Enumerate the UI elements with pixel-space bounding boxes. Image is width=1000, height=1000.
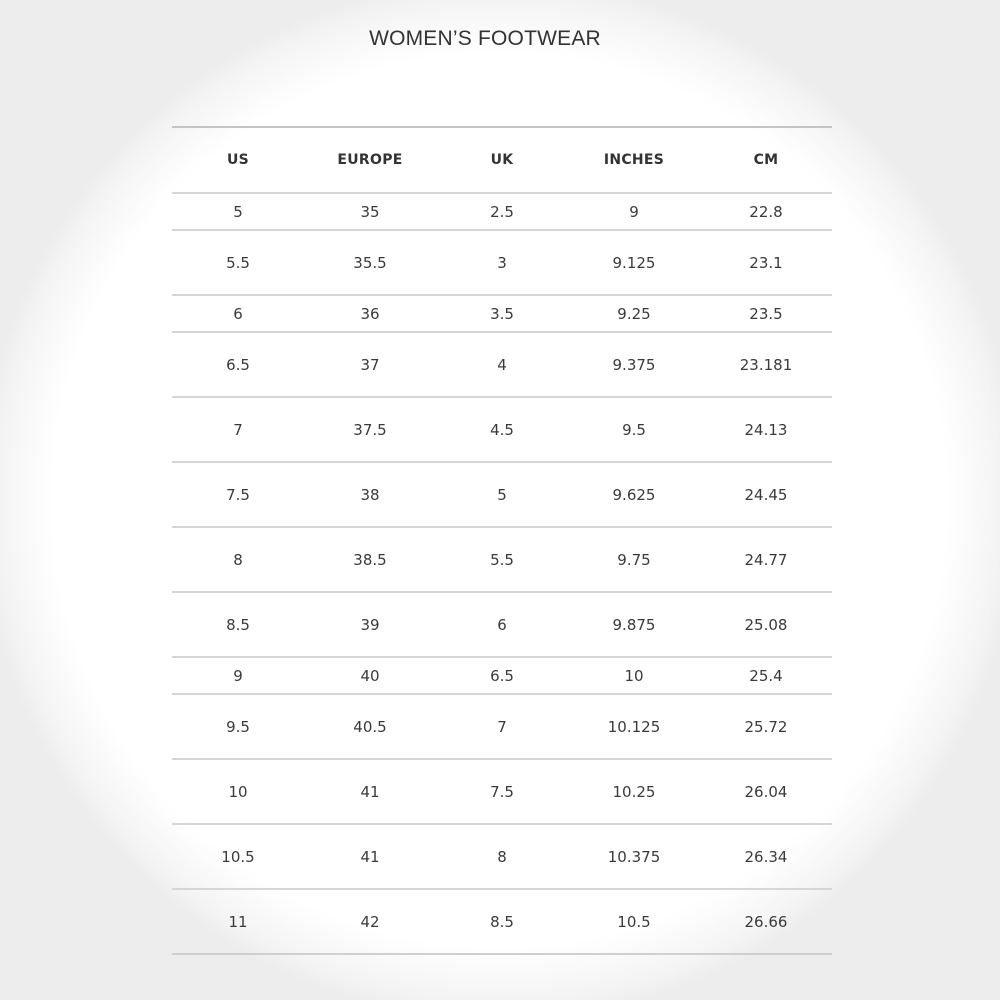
cell-cm: 24.13 xyxy=(700,397,832,462)
cell-inches: 10 xyxy=(568,657,700,694)
cell-us: 8 xyxy=(172,527,304,592)
cell-us: 10.5 xyxy=(172,824,304,889)
cell-uk: 6.5 xyxy=(436,657,568,694)
cell-uk: 7.5 xyxy=(436,759,568,824)
cell-europe: 38.5 xyxy=(304,527,436,592)
cell-uk: 8.5 xyxy=(436,889,568,954)
cell-uk: 5 xyxy=(436,462,568,527)
cell-europe: 40 xyxy=(304,657,436,694)
table-row xyxy=(172,824,832,889)
column-header-uk: UK xyxy=(436,127,568,193)
table-row xyxy=(172,193,832,230)
cell-cm: 23.1 xyxy=(700,230,832,295)
table-row xyxy=(172,332,832,397)
cell-inches: 9.5 xyxy=(568,397,700,462)
cell-us: 9.5 xyxy=(172,694,304,759)
table-row xyxy=(172,694,832,759)
cell-us: 6.5 xyxy=(172,332,304,397)
table-row xyxy=(172,759,832,824)
cell-europe: 37.5 xyxy=(304,397,436,462)
cell-europe: 36 xyxy=(304,295,436,332)
cell-europe: 42 xyxy=(304,889,436,954)
cell-inches: 10.5 xyxy=(568,889,700,954)
cell-europe: 35.5 xyxy=(304,230,436,295)
cell-inches: 9.75 xyxy=(568,527,700,592)
cell-europe: 41 xyxy=(304,824,436,889)
cell-europe: 35 xyxy=(304,193,436,230)
cell-us: 5 xyxy=(172,193,304,230)
cell-uk: 3.5 xyxy=(436,295,568,332)
cell-us: 7 xyxy=(172,397,304,462)
table-header-row xyxy=(172,127,832,193)
table-row xyxy=(172,462,832,527)
cell-cm: 26.34 xyxy=(700,824,832,889)
column-header-us: US xyxy=(172,127,304,193)
cell-uk: 2.5 xyxy=(436,193,568,230)
cell-us: 5.5 xyxy=(172,230,304,295)
cell-cm: 22.8 xyxy=(700,193,832,230)
cell-cm: 25.4 xyxy=(700,657,832,694)
table-row xyxy=(172,657,832,694)
cell-uk: 6 xyxy=(436,592,568,657)
cell-inches: 9.375 xyxy=(568,332,700,397)
cell-us: 9 xyxy=(172,657,304,694)
cell-cm: 23.5 xyxy=(700,295,832,332)
cell-cm: 24.77 xyxy=(700,527,832,592)
cell-europe: 41 xyxy=(304,759,436,824)
cell-cm: 23.181 xyxy=(700,332,832,397)
cell-uk: 4.5 xyxy=(436,397,568,462)
cell-europe: 38 xyxy=(304,462,436,527)
cell-inches: 9.875 xyxy=(568,592,700,657)
size-chart-table xyxy=(172,126,832,955)
table-row xyxy=(172,397,832,462)
table-row xyxy=(172,295,832,332)
cell-inches: 9 xyxy=(568,193,700,230)
cell-inches: 9.25 xyxy=(568,295,700,332)
cell-uk: 5.5 xyxy=(436,527,568,592)
cell-us: 8.5 xyxy=(172,592,304,657)
cell-cm: 25.08 xyxy=(700,592,832,657)
cell-us: 11 xyxy=(172,889,304,954)
cell-uk: 8 xyxy=(436,824,568,889)
cell-us: 10 xyxy=(172,759,304,824)
cell-cm: 26.66 xyxy=(700,889,832,954)
cell-inches: 10.25 xyxy=(568,759,700,824)
cell-cm: 24.45 xyxy=(700,462,832,527)
table-row xyxy=(172,889,832,954)
cell-uk: 3 xyxy=(436,230,568,295)
cell-inches: 10.125 xyxy=(568,694,700,759)
page-title: WOMEN’S FOOTWEAR xyxy=(369,27,601,50)
cell-inches: 9.625 xyxy=(568,462,700,527)
cell-uk: 4 xyxy=(436,332,568,397)
cell-cm: 26.04 xyxy=(700,759,832,824)
cell-europe: 39 xyxy=(304,592,436,657)
table-row xyxy=(172,592,832,657)
column-header-europe: EUROPE xyxy=(304,127,436,193)
column-header-inches: INCHES xyxy=(568,127,700,193)
table-row xyxy=(172,527,832,592)
cell-europe: 37 xyxy=(304,332,436,397)
cell-us: 6 xyxy=(172,295,304,332)
cell-inches: 10.375 xyxy=(568,824,700,889)
table-row xyxy=(172,230,832,295)
cell-cm: 25.72 xyxy=(700,694,832,759)
column-header-cm: CM xyxy=(700,127,832,193)
cell-europe: 40.5 xyxy=(304,694,436,759)
cell-us: 7.5 xyxy=(172,462,304,527)
cell-inches: 9.125 xyxy=(568,230,700,295)
cell-uk: 7 xyxy=(436,694,568,759)
